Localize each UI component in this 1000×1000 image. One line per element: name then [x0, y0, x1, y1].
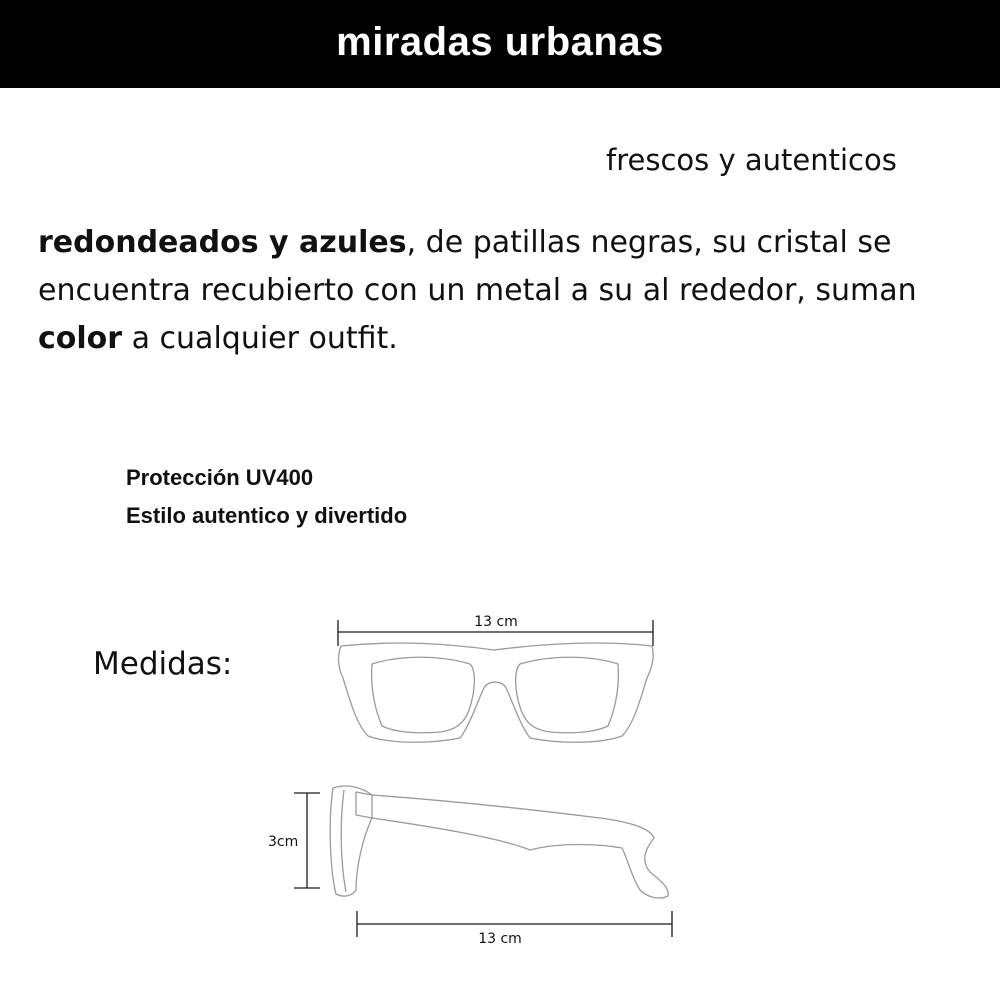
side-height-label: 3cm [268, 834, 299, 850]
brand-title: miradas urbanas [336, 19, 664, 64]
description-text-2: a cualquier outfit. [122, 321, 398, 356]
feature-style: Estilo autentico y divertido [126, 503, 408, 528]
description-bold-color: color [38, 321, 123, 356]
description-bold-style: redondeados y azules [38, 225, 407, 260]
side-length-label: 13 cm [478, 931, 522, 947]
glasses-side-icon [330, 786, 668, 898]
front-width-label: 13 cm [474, 614, 518, 630]
feature-uv-protection: Protección UV400 [126, 465, 314, 490]
tagline: frescos y autenticos [606, 143, 897, 177]
description-text-1: , de patillas negras, su cristal se encuentra recubierto con un metal a su al rededor, suman [38, 225, 917, 308]
glasses-front-icon [339, 643, 654, 742]
measures-label: Medidas: [93, 646, 233, 682]
